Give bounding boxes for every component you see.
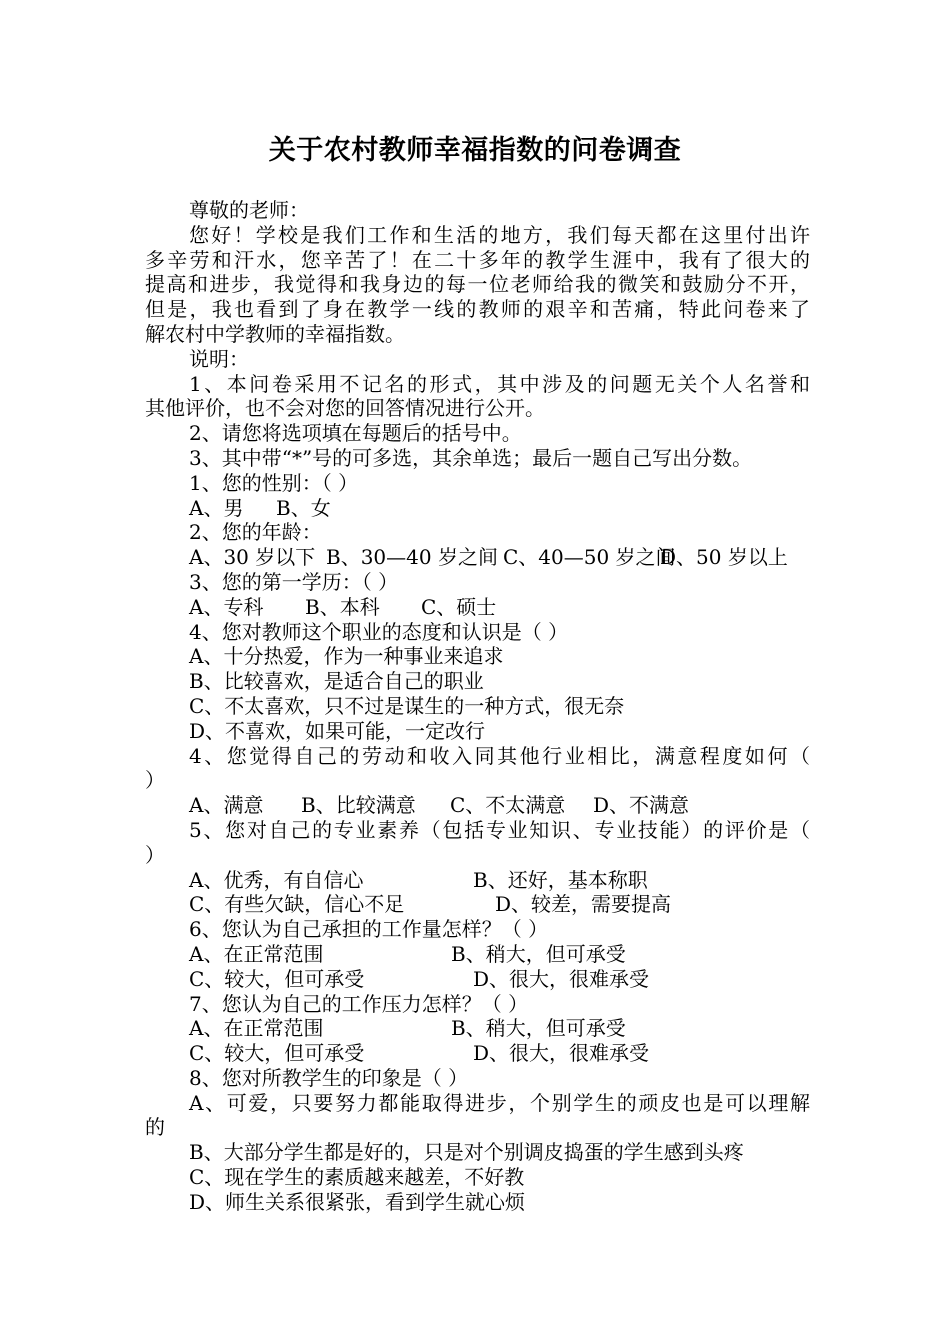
q4-option-b: B、比较喜欢，是适合自己的职业 — [189, 669, 484, 694]
question-1: 1、您的性别：（ ） — [189, 470, 359, 495]
q3-option-a: A、专科 — [189, 594, 264, 619]
q4-option-d: D、不喜欢，如果可能，一定改行 — [189, 718, 486, 743]
q2-option-b: B、30—40 岁之间 — [326, 545, 498, 570]
question-1-options — [145, 496, 810, 521]
q4b-option-a: A、满意 — [189, 793, 264, 818]
intro-line-1: 您好！学校是我们工作和生活的地方，我们每天都在这里付出许 — [189, 222, 810, 247]
intro-line-2: 多辛劳和汗水，您辛苦了！在二十多年的教学生涯中，我有了很大的 — [145, 247, 810, 272]
q2-option-c: C、40—50 岁之间 — [503, 545, 676, 570]
question-7: 7、您认为自己的工作压力怎样？（ ） — [189, 991, 529, 1016]
salutation: 尊敬的老师： — [189, 198, 309, 222]
q2-option-a: A、30 岁以下 — [189, 545, 316, 570]
note-line-3: 2、请您将选项填在每题后的括号中。 — [189, 421, 522, 446]
q8-option-b: B、大部分学生都是好的，只是对个别调皮捣蛋的学生感到头疼 — [189, 1140, 744, 1165]
question-2-options — [145, 545, 810, 570]
note-line-2: 其他评价，也不会对您的回答情况进行公开。 — [145, 396, 545, 421]
intro-line-5: 解农村中学教师的幸福指数。 — [145, 321, 405, 346]
intro-line-4: 但是，我也看到了身在教学一线的教师的艰辛和苦痛，特此问卷来了 — [145, 297, 810, 322]
notes-label: 说明： — [189, 346, 249, 371]
question-6-options-ab — [145, 942, 810, 967]
q3-option-b: B、本科 — [305, 594, 380, 619]
q5-option-b: B、还好，基本称职 — [473, 867, 648, 892]
q4b-option-d: D、不满意 — [593, 793, 690, 818]
q6-option-a: A、在正常范围 — [189, 941, 324, 966]
q6-option-b: B、稍大，但可承受 — [451, 941, 626, 966]
q4b-option-c: C、不太满意 — [450, 793, 566, 818]
question-2: 2、您的年龄： — [189, 520, 322, 545]
question-5-close: ） — [145, 842, 165, 867]
page-title: 关于农村教师幸福指数的问卷调查 — [268, 135, 682, 166]
q1-option-a: A、男 — [189, 495, 244, 520]
q5-option-d: D、较差，需要提高 — [495, 892, 672, 917]
q8-option-c: C、现在学生的素质越来越差，不好教 — [189, 1165, 525, 1190]
q6-option-c: C、较大，但可承受 — [189, 966, 365, 991]
q2-option-d: D、50 岁以上 — [660, 545, 788, 570]
note-line-4: 3、其中带“*”号的可多选，其余单选；最后一题自己写出分数。 — [189, 445, 753, 470]
question-3-options — [145, 595, 810, 620]
q4b-option-b: B、比较满意 — [301, 793, 416, 818]
document-body — [145, 198, 810, 1215]
q7-option-b: B、稍大，但可承受 — [451, 1016, 626, 1041]
question-4b-options — [145, 793, 810, 818]
question-4b-close: ） — [145, 768, 165, 793]
intro-line-3: 提高和进步，我觉得和我身边的每一位老师给我的微笑和鼓励分不开， — [145, 272, 810, 297]
question-8: 8、您对所教学生的印象是（ ） — [189, 1065, 469, 1090]
question-5-options-ab — [145, 868, 810, 893]
note-line-1: 1、本问卷采用不记名的形式，其中涉及的问题无关个人名誉和 — [189, 371, 810, 396]
question-3: 3、您的第一学历：（ ） — [189, 569, 399, 594]
q5-option-a: A、优秀，有自信心 — [189, 867, 364, 892]
q5-option-c: C、有些欠缺，信心不足 — [189, 892, 405, 917]
q4-option-c: C、不太喜欢，只不过是谋生的一种方式，很无奈 — [189, 693, 625, 718]
question-6: 6、您认为自己承担的工作量怎样？（ ） — [189, 917, 549, 942]
q4-option-a: A、十分热爱，作为一种事业来追求 — [189, 644, 504, 669]
question-6-options-cd — [145, 967, 810, 992]
question-5-options-cd — [145, 892, 810, 917]
q7-option-a: A、在正常范围 — [189, 1016, 324, 1041]
q8-option-a: A、可爱，只要努力都能取得进步，个别学生的顽皮也是可以理解 — [189, 1090, 810, 1115]
q1-option-b: B、女 — [276, 495, 331, 520]
q6-option-d: D、很大，很难承受 — [473, 966, 650, 991]
question-7-options-cd — [145, 1041, 810, 1066]
question-4: 4、您对教师这个职业的态度和认识是（ ） — [189, 619, 569, 644]
question-4b: 4、您觉得自己的劳动和收入同其他行业相比，满意程度如何（ — [189, 743, 810, 768]
q8-option-a-cont: 的 — [145, 1115, 165, 1140]
q7-option-d: D、很大，很难承受 — [473, 1041, 650, 1066]
q8-option-d: D、师生关系很紧张，看到学生就心烦 — [189, 1189, 526, 1214]
q7-option-c: C、较大，但可承受 — [189, 1041, 365, 1066]
q3-option-c: C、硕士 — [421, 594, 497, 619]
question-7-options-ab — [145, 1016, 810, 1041]
question-5: 5、您对自己的专业素养（包括专业知识、专业技能）的评价是（ — [189, 817, 810, 842]
